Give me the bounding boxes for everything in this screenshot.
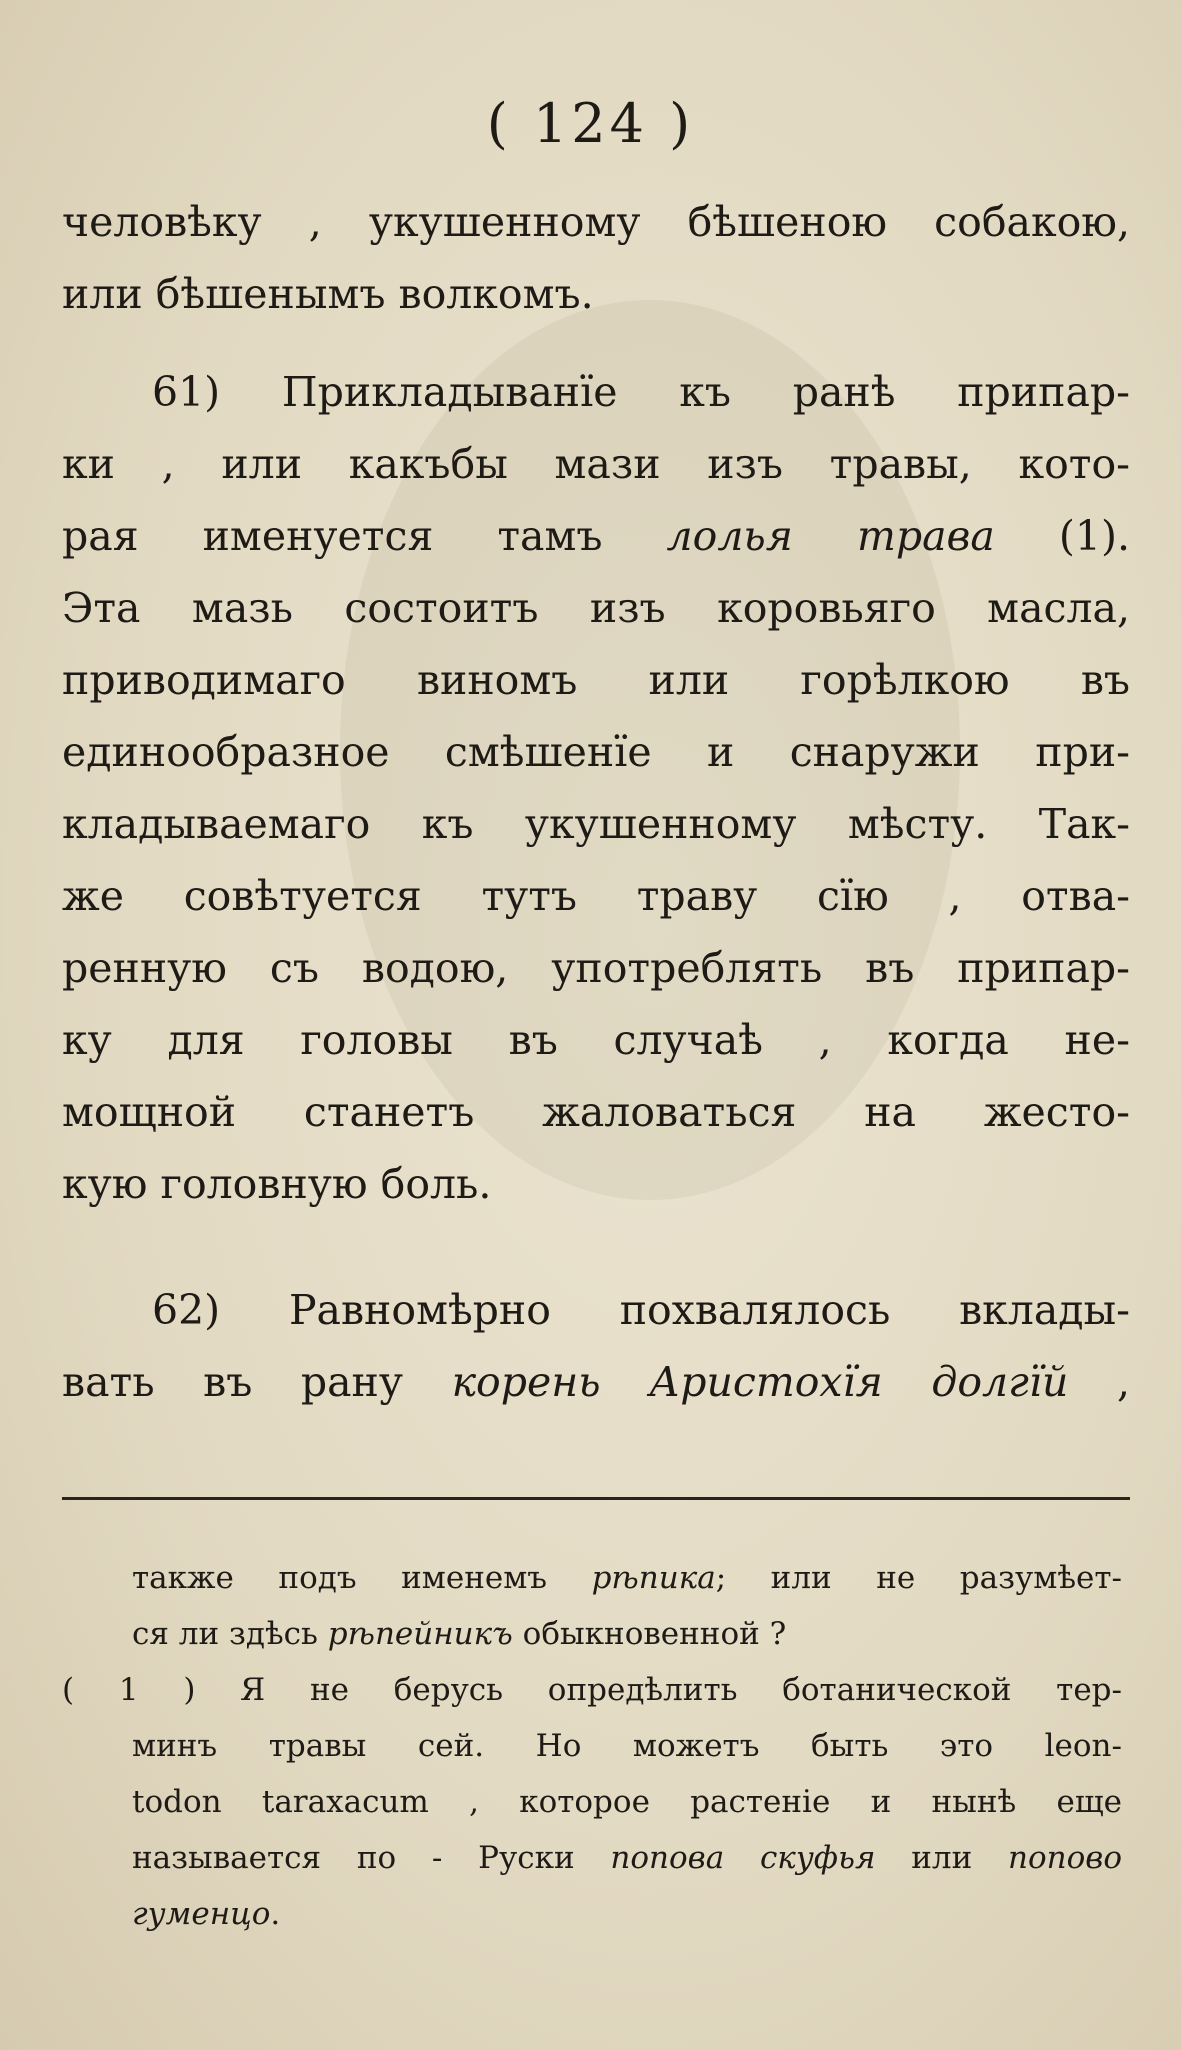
footnote-line: также подъ именемъ рѣпика; или не разумѣет- [132,1560,1122,1596]
paragraph-61 [62,356,1130,1220]
text-line: мощной станетъ жаловаться на жесто- [62,1088,1130,1136]
footnote-line: минъ травы сей. Но можетъ быть это leon- [132,1728,1122,1764]
plant-name-italic: гуменцо [132,1896,271,1932]
text-line: ренную съ водою, употреблять въ припар- [62,944,1130,992]
footnote-line: гуменцо. [132,1896,281,1932]
text-line: 62) Равномѣрно похвалялось вклады- [152,1286,1130,1334]
footnote-line: ся ли здѣсь рѣпейникъ обыкновенной ? [132,1616,787,1652]
text-line: Эта мазь состоитъ изъ коровьяго масла, [62,584,1130,632]
footnote-line: todon taraxacum , которое растенiе и нынѣ еще [132,1784,1122,1820]
footnote-line: называется по - Руски попова скуфья или попово [132,1840,1122,1876]
footnotes [62,1550,1122,1942]
text-line: ку для головы въ случаѣ , когда не- [62,1016,1130,1064]
text-line: ки , или какъбы мази изъ травы, кото- [62,440,1130,488]
text-line: человѣку , укушенному бѣшеною собакою, [62,198,1130,246]
plant-name-italic: попово [1008,1840,1122,1876]
plant-name-italic: корень Аристохïя долгïй [451,1358,1069,1406]
plant-name-italic: рѣпика [591,1560,716,1596]
plant-name-italic: рѣпейникъ [327,1616,513,1652]
text-line: же совѣтуется тутъ траву сïю , отва- [62,872,1130,920]
text-line: кладываемаго къ укушенному мѣсту. Так- [62,800,1130,848]
footnote-separator-rule [62,1497,1130,1500]
text-line: 61) Прикладыванïе къ ранѣ припар- [152,368,1130,416]
paragraph-62 [62,1274,1130,1418]
text-line: рая именуется тамъ лолья трава (1). [62,512,1130,560]
plant-name-italic: лолья трава [666,512,995,560]
text-line: вать въ рану корень Аристохïя долгïй , [62,1358,1130,1406]
footnote-line: ( 1 ) Я не берусь опредѣлить ботанической тер- [62,1672,1122,1708]
text-line: приводимаго виномъ или горѣлкою въ [62,656,1130,704]
text-line: единообразное смѣшенïе и снаружи при- [62,728,1130,776]
text-line: или бѣшенымъ волкомъ. [62,270,594,318]
plant-name-italic: попова скуфья [610,1840,876,1876]
paragraph-continuation [62,186,1130,330]
text-line: кую головную боль. [62,1160,492,1208]
page-number: ( 124 ) [486,92,695,155]
